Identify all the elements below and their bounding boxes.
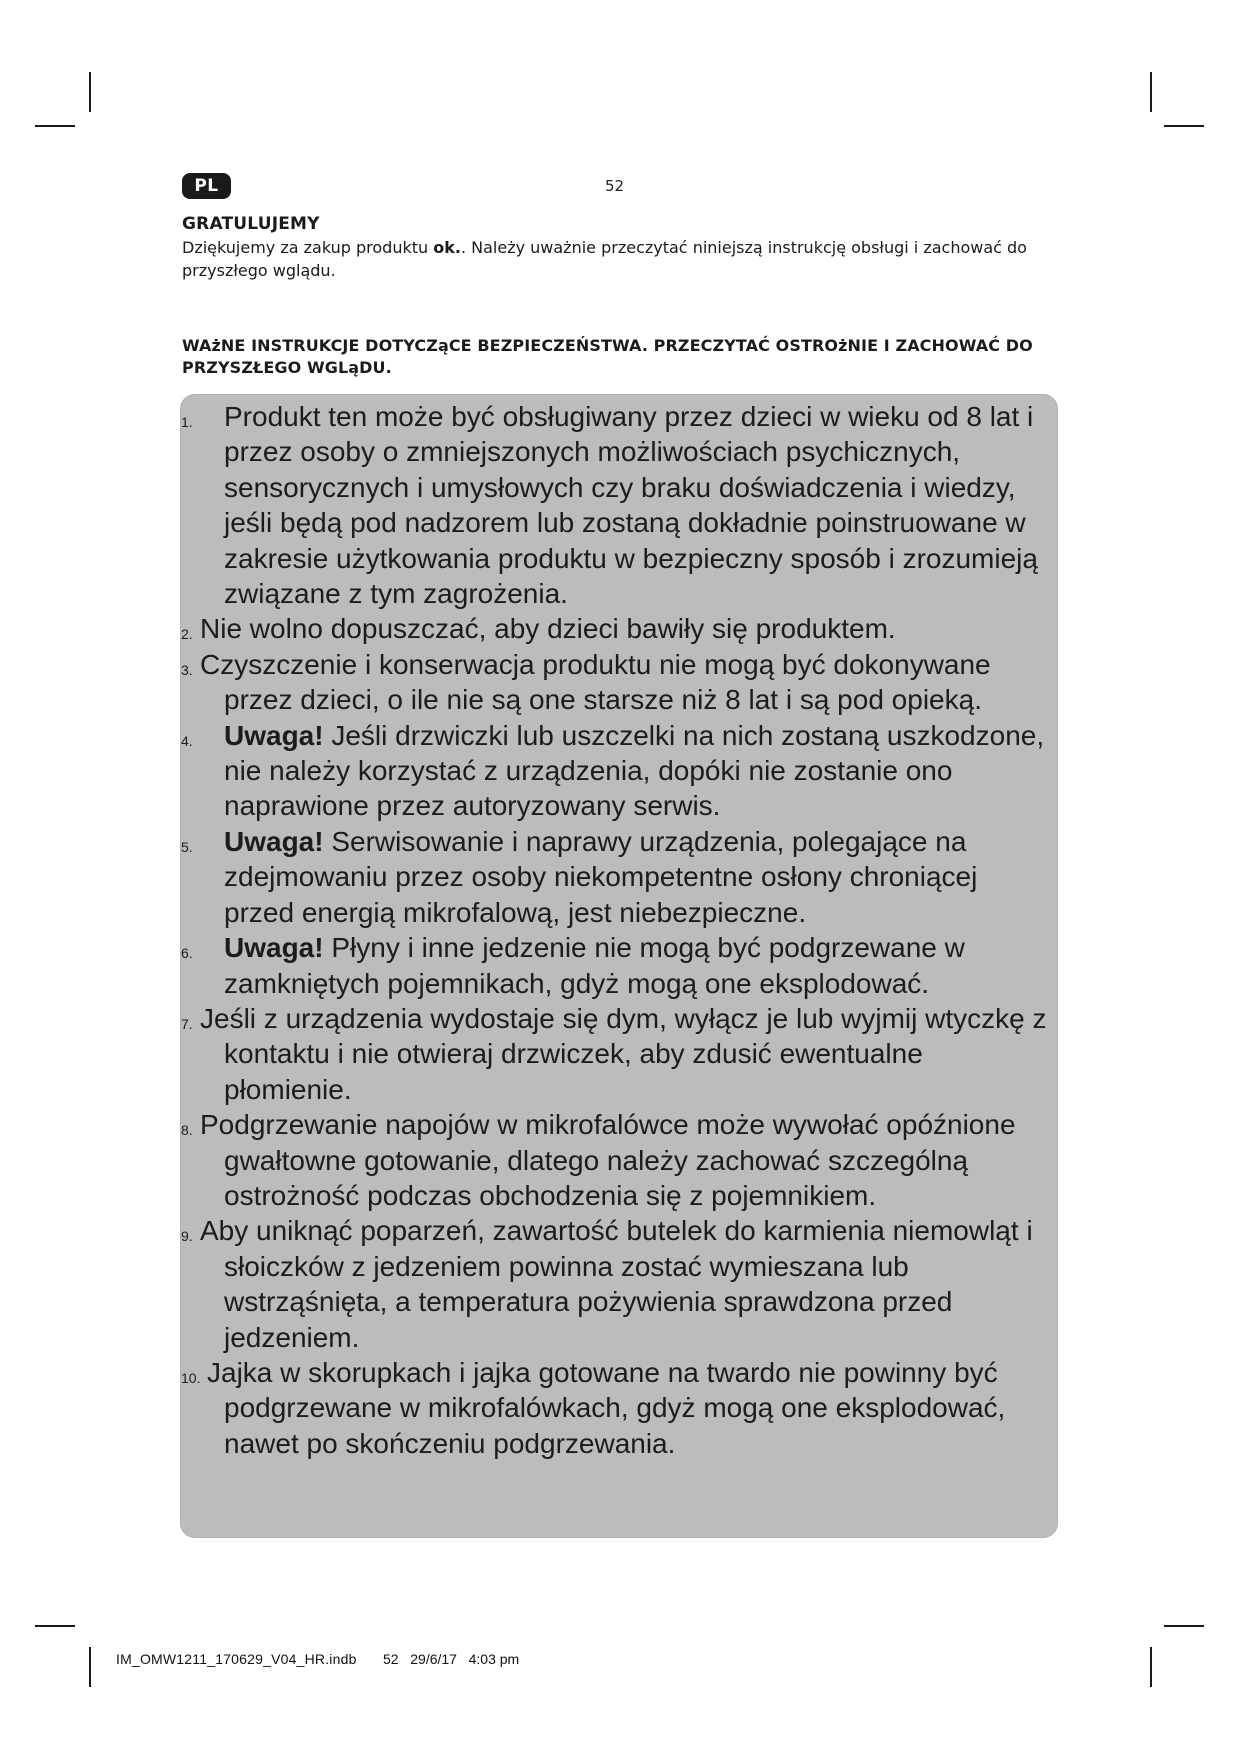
crop-mark-bottom-right-vertical	[1150, 1647, 1152, 1687]
item-number: 10.	[181, 1369, 201, 1386]
safety-instructions-box	[181, 395, 1057, 1537]
item-text: Płyny i inne jedzenie nie mogą być podgrzewane w zamkniętych pojemnikach, gdyż mogą one eksplodować.	[224, 932, 965, 999]
item-number: 3.	[181, 661, 193, 678]
safety-item-2	[181, 611, 1057, 646]
item-text: Nie wolno dopuszczać, aby dzieci bawiły się produktem.	[200, 613, 896, 645]
safety-item-6	[181, 930, 1057, 1001]
item-text: Aby uniknąć poparzeń, zawartość butelek do karmienia niemowląt i słoiczków z jedzeniem powinna zostać wymieszana lub wstrząśnięta, a temperatura pożywienia sprawdzona przed jedzeniem.	[200, 1215, 1033, 1353]
intro-paragraph	[182, 236, 1062, 282]
item-text: Jeśli drzwiczki lub uszczelki na nich zostaną uszkodzone, nie należy korzystać z urządzenia, dopóki nie zostanie ono naprawione przez autoryzowany serwis.	[224, 719, 1045, 822]
safety-item-5	[181, 824, 1057, 930]
crop-mark-bottom-left-vertical	[89, 1647, 91, 1687]
item-number: 5.	[181, 838, 193, 855]
warning-label: Uwaga!	[224, 932, 324, 964]
item-number: 7.	[181, 1015, 193, 1032]
item-text: Jeśli z urządzenia wydostaje się dym, wyłącz je lub wyjmij wtyczkę z kontaktu i nie otwieraj drzwiczek, aby zdusić ewentualne płomienie.	[200, 1002, 1047, 1105]
safety-item-7	[181, 1001, 1057, 1107]
item-number: 1.	[181, 414, 193, 430]
item-number: 4.	[181, 732, 193, 749]
safety-item-3	[181, 647, 1057, 718]
item-text: Produkt ten może być obsługiwany przez dzieci w wieku od 8 lat i przez osoby o zmniejszonych możliwościach psychicznych, sensorycznych i umysłowych czy braku doświadczenia i wiedzy, jeśli będą pod nadzorem lub zostaną dokładnie poinstruowane w zakresie użytkowania produktu w bezpieczny sposób i zrozumieją związane z tym zagrożenia.	[224, 401, 1038, 610]
footer-file-name: IM_OMW1211_170629_V04_HR.indb	[116, 1651, 357, 1667]
crop-mark-top-left-vertical	[89, 72, 91, 112]
language-badge: PL	[182, 173, 231, 199]
item-number: 6.	[181, 945, 193, 962]
safety-item-10	[181, 1355, 1057, 1461]
item-number: 9.	[181, 1228, 193, 1245]
safety-item-9	[181, 1213, 1057, 1355]
crop-mark-top-right-vertical	[1150, 72, 1152, 112]
item-text: Serwisowanie i naprawy urządzenia, polegające na zdejmowaniu przez osoby niekompetentne osłony chroniącej przed energią mikrofalową, jest niebezpieczne.	[224, 825, 978, 928]
intro-text-before: Dziękujemy za zakup produktu	[182, 238, 434, 257]
intro-heading: GRATULUJEMY	[182, 214, 320, 234]
product-name: ok.	[433, 238, 461, 257]
safety-item-4	[181, 718, 1057, 824]
warning-label: Uwaga!	[224, 825, 324, 857]
safety-item-1	[181, 399, 1057, 611]
safety-item-8	[181, 1107, 1057, 1213]
crop-mark-top-right-horizontal	[1164, 125, 1204, 127]
crop-mark-bottom-left-horizontal	[35, 1625, 75, 1627]
item-text: Czyszczenie i konserwacja produktu nie mogą być dokonywane przez dzieci, o ile nie są one starsze niż 8 lat i są pod opieką.	[200, 648, 991, 716]
safety-heading: WAżNE INSTRUKCJE DOTYCZąCE BEZPIECZEŃSTWA. PRZECZYTAĆ OSTROżNIE I ZACHOWAĆ DO PRZYSZŁEGO WGLąDU.	[182, 336, 1033, 377]
item-text: Jajka w skorupkach i jajka gotowane na twardo nie powinny być podgrzewane w mikrofalówkach, gdyż mogą one eksplodować, nawet po skończeniu podgrzewania.	[207, 1356, 1006, 1459]
crop-mark-top-left-horizontal	[35, 125, 75, 127]
item-number: 8.	[181, 1122, 193, 1139]
page-number: 52	[605, 177, 625, 195]
warning-label: Uwaga!	[224, 719, 324, 751]
item-number: 2.	[181, 626, 193, 643]
crop-mark-bottom-right-horizontal	[1164, 1625, 1204, 1627]
footer-print-meta: 52 29/6/17 4:03 pm	[383, 1651, 520, 1667]
safety-instructions-list	[181, 399, 1057, 1461]
item-text: Podgrzewanie napojów w mikrofalówce może wywołać opóźnione gwałtowne gotowanie, dlatego należy zachować szczególną ostrożność podczas obchodzenia się z pojemnikiem.	[200, 1109, 1016, 1211]
intro-text-after: . Należy uważnie przeczytać niniejszą instrukcję obsługi i zachować do przyszłego wglądu.	[182, 238, 1027, 280]
